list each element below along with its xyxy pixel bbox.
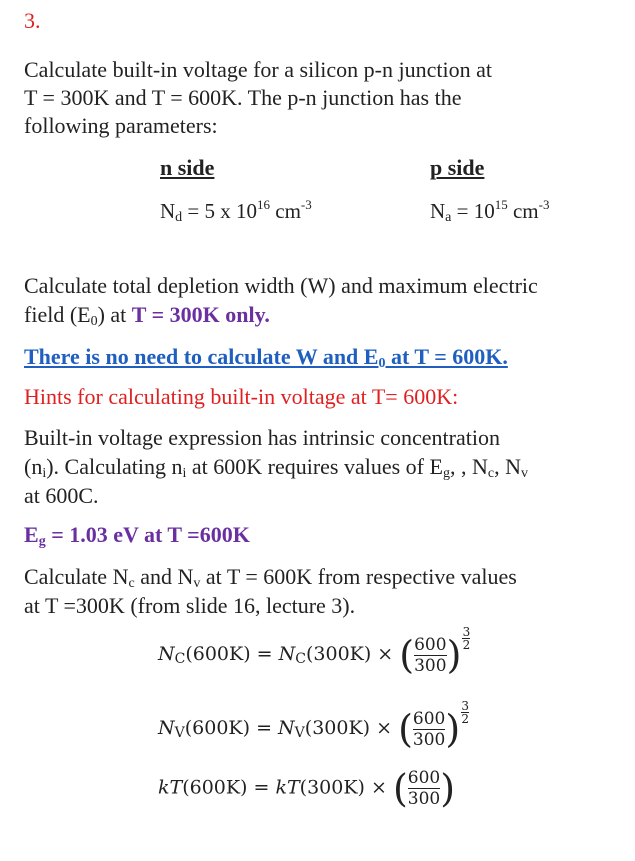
no-need-note: There is no need to calculate W and $E_0$ at T = 600K. [24,344,508,371]
p-side-header: p side [430,155,485,180]
n-side-header: n side [160,155,215,180]
p-side-value: $N_a = 10^{15}$ $cm^{-3}$ [430,197,550,225]
nc-nv-line-2: at T =300K (from slide 16, lecture 3). [24,593,356,618]
nc-nv-line-1: Calculate $N_c$ and $N_v$ at T = 600K from respective values [24,564,517,591]
builtin-line-2: $(n_i)$. Calculating $n_i$ at 600K requires values of $E_g$, , $N_c$, $N_v$ [24,454,528,481]
problem-number: 3. [24,8,41,33]
n-side-value: $N_d = 5$ x $10^{16}$ $cm^{-3}$ [160,197,312,225]
equation-kt: kT(600K) = kT(300K) × ( $\frac{600}{300}$ ) [158,766,456,811]
intro-line-1: Calculate built-in voltage for a silicon p-n junction at [24,57,492,82]
equation-nc: $N_C(600K) = N_C(300K)$ × ( $\frac{600}{300}$ ) $\frac{3}{2}$ [158,625,471,677]
hints-title: Hints for calculating built-in voltage at T= 600K: [24,384,459,409]
intro-line-3: following parameters: [24,113,218,138]
depletion-line-2: field $(E_0)$ at T = 300K only. [24,302,270,329]
builtin-line-3: at 600C. [24,483,99,508]
eg-value: $E_g = 1.03$ eV at T =600K [24,522,250,549]
intro-line-2: T = 300K and T = 600K. The p-n junction has the [24,85,462,110]
depletion-line-1: Calculate total depletion width (W) and maximum electric [24,273,538,298]
equation-nv: $N_V(600K) = N_V(300K)$ × ( $\frac{600}{300}$ ) $\frac{3}{2}$ [158,699,470,751]
builtin-line-1: Built-in voltage expression has intrinsic concentration [24,425,500,450]
